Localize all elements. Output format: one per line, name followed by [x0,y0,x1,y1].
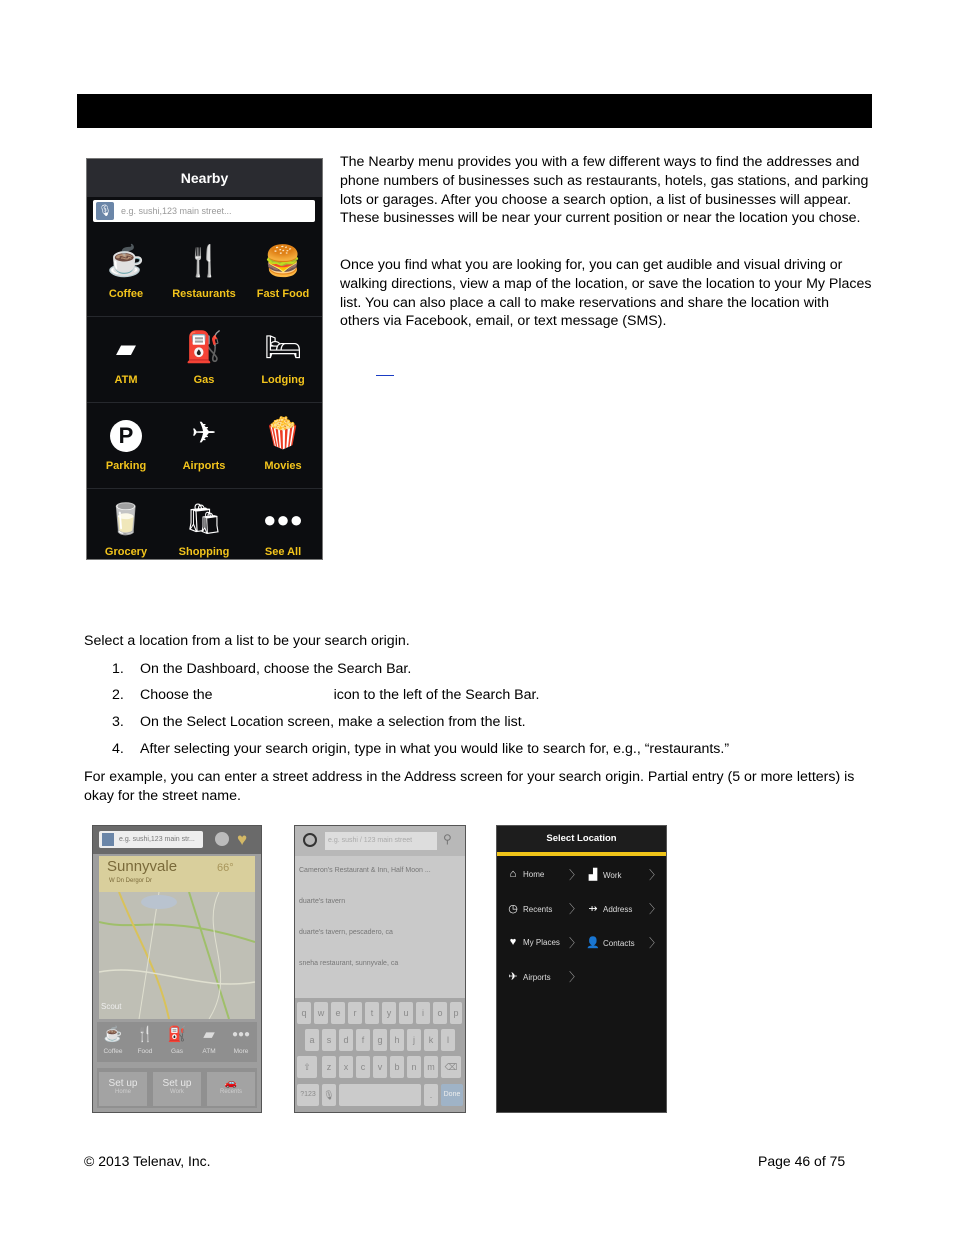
popcorn-icon: 🍿 [264,417,302,450]
option-label: Airports [523,973,551,982]
heart-icon: ♥ [509,936,517,948]
step-text: On the Dashboard, choose the Search Bar. [140,661,412,677]
category-movies [244,402,322,488]
category-parking [87,402,165,488]
category-label: Fast Food [256,288,310,300]
keyboard-key: e [331,1002,345,1024]
search-result: Cameron's Restaurant & Inn, Half Moon ... [299,867,431,874]
keyboard-key: a [305,1029,319,1051]
coffee-cup-icon: ☕ [107,245,145,278]
search-placeholder: e.g. sushi / 123 main street [325,832,437,850]
button-sub: Recents [219,1089,242,1095]
category-grocery [87,488,165,560]
step-text: Choose the [140,687,213,703]
option-label: Recents [523,905,553,914]
step-text: icon to the left of the Search Bar. [333,687,540,703]
atm-card-icon: ▰ [116,333,136,363]
category-label: Restaurants [172,288,236,300]
select-location-title: Select Location [497,826,666,852]
list-item [112,740,729,758]
chevron-right-icon: 〉 [568,936,581,950]
dashboard-category [193,1022,225,1055]
weather-card [99,856,255,892]
category-label: Parking [105,460,147,472]
location-option-my-places [505,936,585,948]
button-sub: Home [114,1089,131,1095]
step-number: 2. [112,687,124,703]
category-gas [165,316,243,402]
keyboard-key: k [424,1029,438,1051]
category-fast-food [244,230,322,316]
accent-bar [497,852,666,856]
dashboard-category [97,1022,129,1055]
keyboard-key: j [407,1029,421,1051]
keyboard-key: h [390,1029,404,1051]
option-label: Home [523,870,545,879]
city-name: Sunnyvale [107,858,178,875]
dashboard-category [225,1022,257,1055]
footer-copyright: © 2013 Telenav, Inc. [84,1153,211,1169]
car-icon: 🚗 [224,1078,238,1089]
search-icon: ⚲ [443,832,452,846]
keyboard-key: m [424,1056,438,1078]
backspace-key: ⌫ [441,1056,461,1078]
more-dots-icon: ●●● [231,1029,251,1040]
step-text: On the Select Location screen, make a selection from the list. [140,714,526,730]
list-item [112,686,539,704]
location-option-recents [505,902,585,915]
shift-key: ⇧ [297,1056,317,1078]
location-option-work [585,868,665,881]
keyboard-key: b [390,1056,404,1078]
nearby-title: Nearby [87,159,322,197]
dashboard-screenshot [92,825,262,1113]
gas-pump-icon: ⛽ [167,1026,187,1043]
category-label: ATM [114,374,138,386]
category-label: ATM [202,1048,216,1055]
scout-label: Scout [101,1002,122,1011]
category-label: Airports [182,460,226,472]
keyboard-key: x [339,1056,353,1078]
nearby-screenshot [86,158,323,560]
search-screenshot [294,825,466,1113]
parking-icon: P [106,414,146,454]
option-label: Contacts [603,939,635,948]
step-number: 3. [112,714,124,730]
category-label: Grocery [104,546,148,558]
done-key: Done [441,1084,463,1106]
dashboard-search-bar [99,831,203,848]
search-result: duarte's tavern, pescadero, ca [299,929,393,936]
option-label: Address [603,905,633,914]
keyboard-key: t [365,1002,379,1024]
shopping-bag-icon: 🛍 [184,503,224,536]
temperature: 66° [217,862,234,874]
space-key [339,1084,421,1106]
mic-key: 🎙 [322,1084,336,1106]
dashboard-top-bar [93,826,261,854]
keyboard-key: g [373,1029,387,1051]
location-option-address [585,902,665,915]
category-airports [165,402,243,488]
keyboard [295,998,465,1112]
category-label: Coffee [108,288,144,300]
category-lodging [244,316,322,402]
chevron-right-icon: 〉 [568,902,581,916]
fork-knife-icon: 🍴 [135,1026,155,1043]
keyboard-key: o [433,1002,447,1024]
category-label: Coffee [103,1048,123,1055]
keyboard-key: s [322,1029,336,1051]
keyboard-key: n [407,1056,421,1078]
category-label: Lodging [261,374,305,386]
keyboard-key: l [441,1029,455,1051]
example-paragraph: For example, you can enter a street address in the Address screen for your search origin. Partial entry (5 or more letters) is okay for the street name. [84,769,855,804]
fork-knife-icon: 🍴 [185,245,223,278]
button-title: Set up [162,1078,192,1089]
period-key: . [424,1084,438,1106]
select-location-screenshot [496,825,667,1113]
location-target-icon [303,833,317,847]
dashboard-bottom-bar [97,1068,257,1108]
link-underline[interactable] [376,375,394,376]
chevron-right-icon: 〉 [568,970,581,984]
signpost-icon: ⇸ [588,903,598,915]
keyboard-key: q [297,1002,311,1024]
search-placeholder: e.g. sushi,123 main street... [121,206,232,216]
step-number: 4. [112,741,124,757]
milk-carton-icon: 🥛 [107,503,145,536]
intro-paragraph: The Nearby menu provides you with a few different ways to find the addresses and phone numbers of businesses such as restaurants, hotels, gas stations, and parking lots or garages. After you choose a search option, a list of businesses will appear. These businesses will be near your current position or near the location you chose. [340,154,869,227]
search-result: duarte's tavern [299,898,346,905]
step-text: After selecting your search origin, type in what you would like to search for, e.g., “restaurants.” [140,741,730,757]
list-item [112,660,411,678]
symbols-key: ?123 [297,1084,319,1106]
category-restaurants [165,230,243,316]
keyboard-key: d [339,1029,353,1051]
keyboard-key: i [416,1002,430,1024]
house-icon: ⌂ [509,868,517,880]
map-roads [99,892,255,1019]
keyboard-key: u [399,1002,413,1024]
chevron-right-icon: 〉 [568,868,581,882]
option-label: My Places [523,938,560,947]
factory-icon: ▟ [588,869,598,881]
list-item [112,713,526,731]
street-name: W Dn Dergor Dr [109,878,153,884]
map-view [99,892,255,1019]
fast-food-icon: 🍔 [264,245,302,278]
nearby-search-bar [93,200,315,222]
section-header-bar [77,94,872,128]
option-label: Work [603,871,622,880]
footer-page-number: Page 46 of 75 [758,1153,846,1169]
category-label: Movies [264,460,302,472]
category-atm [87,316,165,402]
search-result: sneha restaurant, sunnyvale, ca [299,960,399,967]
keyboard-key: v [373,1056,387,1078]
chevron-right-icon: 〉 [648,902,661,916]
step-number: 1. [112,661,124,677]
nearby-category-grid [87,230,322,559]
atm-card-icon: ▰ [203,1026,215,1043]
recents-button [207,1072,255,1106]
heart-icon: ♥ [237,830,248,849]
keyboard-key: p [450,1002,462,1024]
person-icon: 👤 [586,937,600,949]
gas-pump-icon: ⛽ [185,331,223,364]
airplane-icon: ✈ [508,971,518,983]
profile-icon [215,832,229,846]
category-label: Food [137,1048,153,1055]
chevron-right-icon: 〉 [648,936,661,950]
location-option-contacts [585,936,665,949]
category-label: Gas [171,1048,183,1055]
chevron-right-icon: 〉 [648,868,661,882]
airplane-icon: ✈ [191,417,217,450]
bed-icon: 🛏 [263,331,303,364]
dashboard-category [129,1022,161,1055]
clock-icon: ◷ [508,903,518,915]
section-lead: Select a location from a list to be your search origin. [84,633,410,649]
location-option-airports [505,970,585,983]
keyboard-key: c [356,1056,370,1078]
category-label: More [233,1048,249,1055]
keyboard-key: f [356,1029,370,1051]
intro-paragraph: Once you find what you are looking for, you can get audible and visual driving or walking directions, view a map of the location, or save the location to your My Places list. You can also place a call to make reservations and share the location with others via Facebook, email, or text message (SMS). [340,257,872,330]
keyboard-key: r [348,1002,362,1024]
setup-work-button [153,1072,201,1106]
category-label: Gas [193,374,215,386]
button-sub: Work [170,1089,184,1095]
microphone-icon: 🎙 [96,202,114,220]
category-coffee [87,230,165,316]
keyboard-key: z [322,1056,336,1078]
more-dots-icon: ●●● [263,507,303,532]
keyboard-key: w [314,1002,328,1024]
category-see-all [244,488,322,560]
button-title: Set up [108,1078,138,1089]
location-option-home [505,868,585,880]
setup-home-button [99,1072,147,1106]
dashboard-category-bar [97,1022,257,1062]
category-label: Shopping [178,546,230,558]
dashboard-category [161,1022,193,1055]
coffee-cup-icon: ☕ [103,1026,123,1043]
search-placeholder: e.g. sushi,123 main str... [119,836,195,843]
search-top-bar [295,826,465,856]
category-label: See All [264,546,302,558]
microphone-icon [102,833,114,846]
keyboard-key: y [382,1002,396,1024]
category-shopping [165,488,243,560]
